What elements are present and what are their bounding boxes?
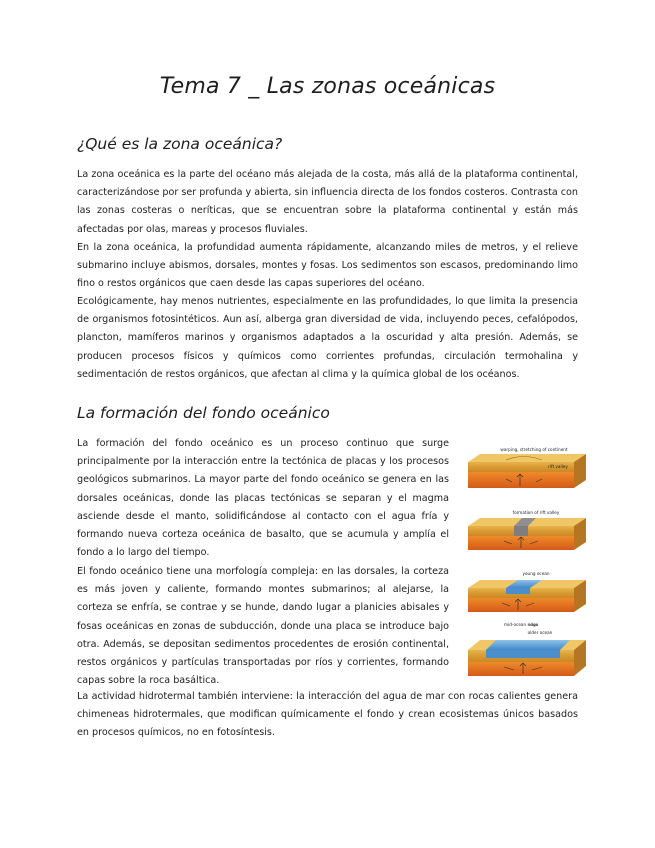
label-young-ocean: young ocean: [522, 571, 550, 576]
label-formation-rift: formation of rift valley: [512, 510, 560, 515]
label-rift-valley: rift valley: [548, 464, 568, 469]
stage-young-ocean: [468, 571, 586, 627]
paragraph-depth-relief: En la zona oceánica, la profundidad aumenta rápidamente, alcanzando miles de metros, y el relieve submarino incluye abismos, dorsales, montes y fosas. Los sedimentos son escasos, predominando limo fino o restos orgánicos que caen desde las capas superiores del océano.: [77, 242, 578, 290]
label-older-ocean: older ocean: [527, 630, 553, 635]
paragraph-ecology: Ecológicamente, hay menos nutrientes, especialmente en las profundidades, lo que limita la presencia de organismos fotosintéticos. Aun así, alberga gran diversidad de vida, incluyendo peces, cefalópodos, plancton, mamíferos marinos y organismos adaptados a la oscuridad y alta presión. Además, se producen procesos físicos y químicos como corrientes profundas, circulación termohalina y sedimentación de restos orgánicos, que afectan al clima y la química global de los océanos.: [77, 296, 578, 380]
seafloor-spreading-svg: [466, 438, 588, 686]
stage-older-ocean: [468, 630, 586, 676]
paragraph-floor-morphology: El fondo oceánico tiene una morfología compleja: en las dorsales, la corteza es más joven y caliente, formando montes submarinos; al alejarse, la corteza se enfría, se contrae y se hunde, dando lugar a planicies abisales y fosas oceánicas en zonas de subducción, donde una placa se introduce bajo otra. Además, se depositan sedimentos procedentes de erosión continental, restos orgánicos y partículas transportadas por ríos y corrientes, formando capas sobre la roca basáltica.: [77, 566, 449, 687]
stage-warping: [468, 447, 586, 488]
page-title: Tema 7 _ Las zonas oceánicas: [159, 74, 496, 99]
paragraph-definition: La zona oceánica es la parte del océano más alejada de la costa, más allá de la plataforma continental, caracterizándose por ser profunda y abierta, sin influencia directa de los fondos costeros. Contrasta con las zonas costeras o neríticas, que se encuentran sobre la plataforma continental y están más afectadas por olas, mareas y procesos fluviales.: [77, 169, 578, 235]
seafloor-spreading-diagram: [466, 438, 588, 686]
paragraph-floor-formation: La formación del fondo oceánico es un proceso continuo que surge principalmente por la interacción entre la tectónica de placas y los procesos geológicos submarinos. La mayor parte del fondo oceánico se genera en las dorsales oceánicas, donde las placas tectónicas se separan y el magma asciende desde el manto, solidificándose al contacto con el agua fría y formando nueva corteza oceánica de basalto, que se acumula y amplía el fondo a lo largo del tiempo.: [77, 438, 449, 559]
section-heading-ocean-floor: La formación del fondo oceánico: [77, 404, 330, 422]
label-warping: warping, stretching of continent: [500, 447, 568, 452]
section-heading-oceanic-zone: ¿Qué es la zona oceánica?: [77, 135, 283, 153]
paragraph-hydrothermal: La actividad hidrotermal también interviene: la interacción del agua de mar con rocas calientes genera chimeneas hidrotermales, que modifican químicamente el fondo y crean ecosistemas únicos basados en procesos químicos, no en fotosíntesis.: [77, 691, 578, 739]
stage-rift-valley: [468, 510, 586, 550]
label-mid-ocean-ridge: mid-ocean ridge: [504, 622, 539, 627]
